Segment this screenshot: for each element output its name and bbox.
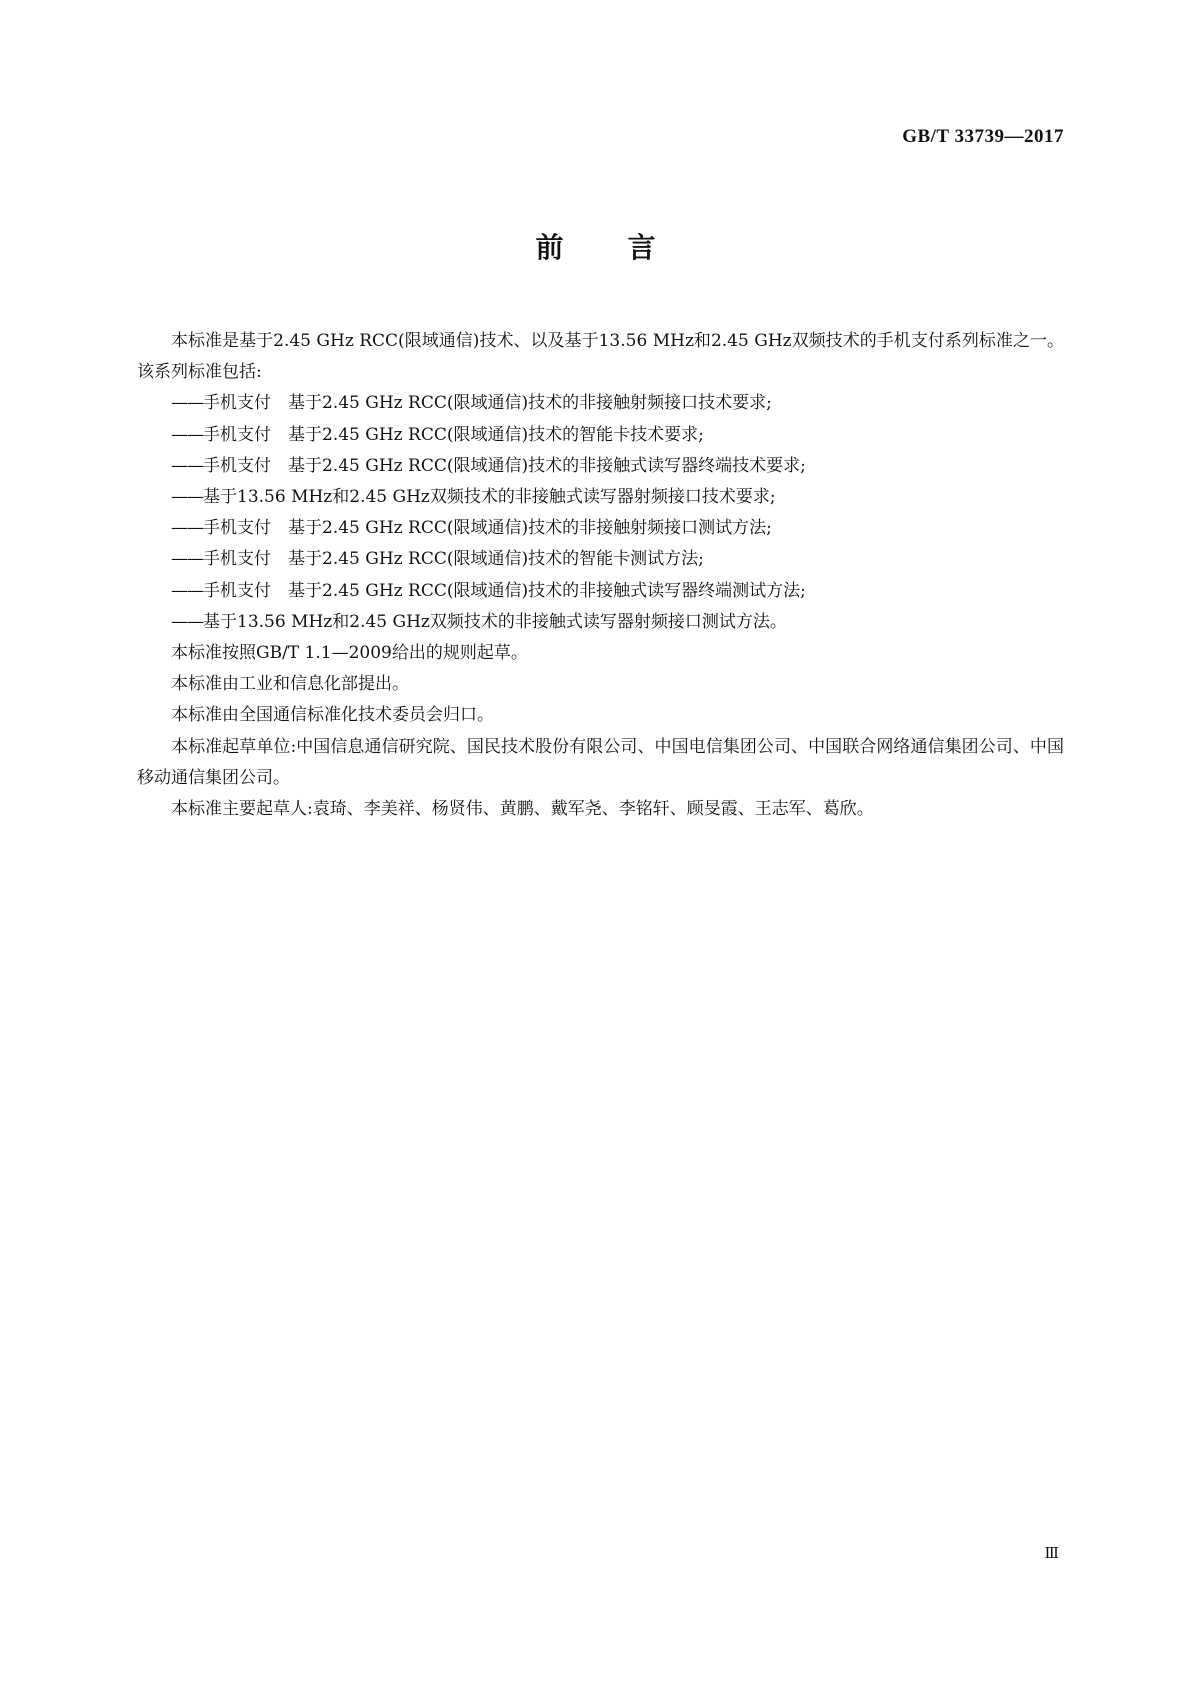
item-dash: —— xyxy=(171,611,203,632)
committee-paragraph: 本标准由全国通信标准化技术委员会归口。 xyxy=(171,705,494,726)
item-text: 基于2.45 GHz RCC(限域通信)技术的非接触式读写器终端技术要求; xyxy=(288,455,806,476)
item-text: 基于2.45 GHz RCC(限域通信)技术的智能卡技术要求; xyxy=(288,424,704,445)
drafters-paragraph: 本标准主要起草人:袁琦、李美祥、杨贤伟、黄鹏、戴军尧、李铭轩、顾旻霞、王志军、葛欣。 xyxy=(171,799,874,820)
item-prefix: 手机支付 xyxy=(203,549,271,570)
page-title xyxy=(0,226,1191,266)
series-item xyxy=(137,576,1064,607)
item-dash: —— xyxy=(171,549,203,570)
item-text: 基于13.56 MHz和2.45 GHz双频技术的非接触式读写器射频接口技术要求; xyxy=(203,487,776,508)
document-code: GB/T 33739—2017 xyxy=(902,126,1064,147)
item-text: 基于2.45 GHz RCC(限域通信)技术的非接触射频接口测试方法; xyxy=(288,518,772,539)
item-prefix: 手机支付 xyxy=(203,393,271,414)
item-prefix: 手机支付 xyxy=(203,455,271,476)
series-item xyxy=(137,420,1064,451)
item-dash: —— xyxy=(171,393,203,414)
item-prefix: 手机支付 xyxy=(203,424,271,445)
title-char-1: 前 xyxy=(535,231,564,264)
item-text: 基于2.45 GHz RCC(限域通信)技术的智能卡测试方法; xyxy=(288,549,704,570)
item-dash: —— xyxy=(171,487,203,508)
series-item xyxy=(137,482,1064,513)
series-item xyxy=(137,451,1064,482)
page-number: Ⅲ xyxy=(1044,1546,1059,1562)
series-item xyxy=(137,388,1064,419)
item-prefix: 手机支付 xyxy=(203,518,271,539)
drafting-units-paragraph: 本标准起草单位:中国信息通信研究院、国民技术股份有限公司、中国电信集团公司、中国联合网络通信集团公司、中国移动通信集团公司。 xyxy=(137,736,1064,788)
foreword-body xyxy=(137,326,1064,825)
item-dash: —— xyxy=(171,518,203,539)
item-text: 基于13.56 MHz和2.45 GHz双频技术的非接触式读写器射频接口测试方法。 xyxy=(203,611,787,632)
intro-paragraph: 本标准是基于2.45 GHz RCC(限域通信)技术、以及基于13.56 MHz和2.45 GHz双频技术的手机支付系列标准之一。该系列标准包括: xyxy=(137,331,1064,383)
series-item xyxy=(137,607,1064,638)
item-dash: —— xyxy=(171,424,203,445)
item-text: 基于2.45 GHz RCC(限域通信)技术的非接触射频接口技术要求; xyxy=(288,393,772,414)
item-dash: —— xyxy=(171,455,203,476)
proposer-paragraph: 本标准由工业和信息化部提出。 xyxy=(171,674,409,695)
series-item xyxy=(137,544,1064,575)
series-item xyxy=(137,513,1064,544)
item-text: 基于2.45 GHz RCC(限域通信)技术的非接触式读写器终端测试方法; xyxy=(288,580,806,601)
item-dash: —— xyxy=(171,580,203,601)
item-prefix: 手机支付 xyxy=(203,580,271,601)
title-char-2: 言 xyxy=(627,231,656,264)
drafting-rules-paragraph: 本标准按照GB/T 1.1—2009给出的规则起草。 xyxy=(171,643,528,664)
